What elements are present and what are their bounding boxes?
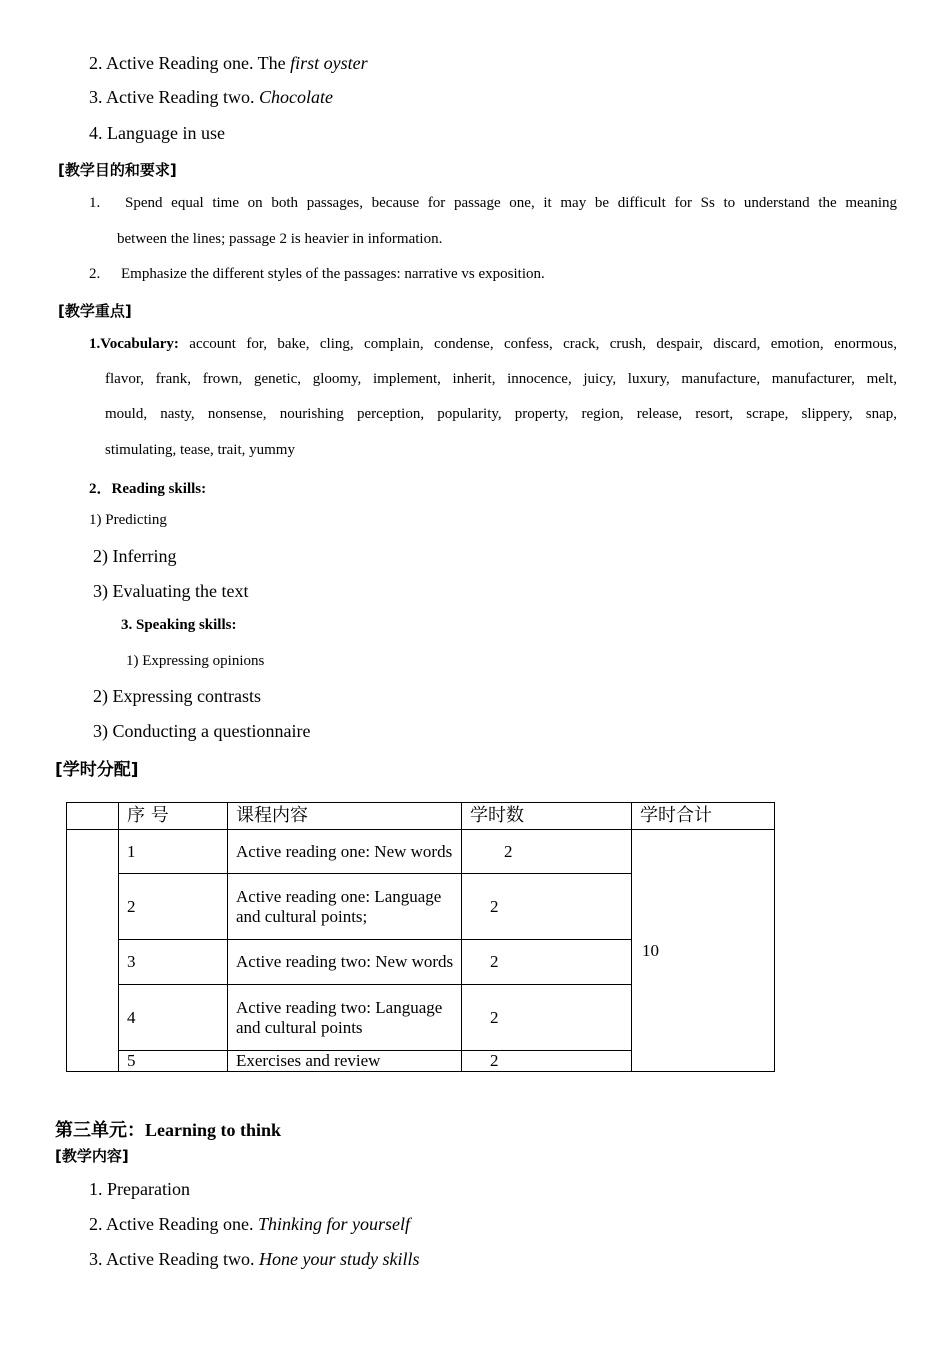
section-heading-content: [教学内容]: [55, 1147, 129, 1165]
vocabulary-line: 1.Vocabulary: account for, bake, cling, complain, condense, confess, crack, crush, despair, discard, emotion, enormous,: [89, 336, 898, 352]
table-cell-hours: 2: [462, 940, 632, 985]
table-header-row: [67, 803, 775, 830]
section-heading-schedule: [学时分配]: [55, 760, 139, 780]
list-item: 3) Evaluating the text: [93, 581, 249, 601]
list-item: 3. Active Reading two. Hone your study skills: [89, 1249, 420, 1269]
vocabulary-line: stimulating, tease, trait, yummy: [105, 442, 295, 458]
table-cell-total: 10: [632, 830, 775, 1072]
list-item: 3) Conducting a questionnaire: [93, 721, 311, 741]
table-cell-content: Active reading one: New words: [228, 830, 462, 874]
vocabulary-line: flavor, frank, frown, genetic, gloomy, implement, inherit, innocence, juicy, luxury, manufacture, manufacturer, melt,: [105, 371, 897, 387]
aim-text-line: Spend equal time on both passages, because for passage one, it may be difficult for Ss to understand the meaning: [125, 195, 897, 211]
vocabulary-line: mould, nasty, nonsense, nourishing perception, popularity, property, region, release, resort, scrape, slippery, snap,: [105, 406, 897, 422]
schedule-table: [66, 802, 775, 1072]
aim-text-line: between the lines; passage 2 is heavier in information.: [117, 231, 443, 247]
list-item: 2) Inferring: [93, 546, 177, 566]
table-cell-blank: [67, 803, 119, 830]
table-cell-content: Active reading one: Language and cultural points;: [228, 874, 462, 940]
unit-title: [55, 1116, 281, 1142]
speaking-skills-label: 3. Speaking skills:: [121, 617, 237, 633]
table-cell-num: 3: [119, 940, 228, 985]
section-heading-focus: [教学重点]: [58, 302, 132, 320]
list-item-number: 2.: [89, 266, 101, 282]
table-cell-content: Active reading two: Language and cultural points: [228, 985, 462, 1051]
list-item: 1. Preparation: [89, 1179, 190, 1199]
column-header: 课程内容: [228, 803, 462, 830]
reading-skills-label: 2．Reading skills:: [89, 481, 207, 497]
table-cell-num: 1: [119, 830, 228, 874]
list-item: 3. Active Reading two. Chocolate: [89, 87, 333, 107]
table-cell-content: Exercises and review: [228, 1051, 462, 1072]
list-item: 2. Active Reading one. The first oyster: [89, 53, 368, 73]
unit-label: 第三单元：: [55, 1120, 145, 1141]
unit-name: Learning to think: [145, 1120, 282, 1140]
table-cell-hours: 2: [462, 985, 632, 1051]
column-header: 学时数: [462, 803, 632, 830]
table-cell-hours: 2: [462, 830, 632, 874]
list-item-number: 1.: [89, 195, 101, 211]
table-cell-num: 5: [119, 1051, 228, 1072]
table-row: [67, 830, 775, 874]
list-item: 4. Language in use: [89, 123, 225, 143]
vocabulary-label: 1.Vocabulary:: [89, 336, 179, 352]
list-item: 1) Predicting: [89, 512, 167, 528]
column-header: 学时合计: [632, 803, 775, 830]
table-cell-content: Active reading two: New words: [228, 940, 462, 985]
table-cell-hours: 2: [462, 1051, 632, 1072]
aim-text-line: Emphasize the different styles of the passages: narrative vs exposition.: [121, 266, 545, 282]
column-header: 序 号: [119, 803, 228, 830]
list-item: 2. Active Reading one. Thinking for yourself: [89, 1214, 410, 1234]
list-item: 1) Expressing opinions: [126, 653, 265, 669]
table-cell-hours: 2: [462, 874, 632, 940]
list-item: 2) Expressing contrasts: [93, 686, 261, 706]
table-cell-blank: [67, 830, 119, 1072]
section-heading-aims: [教学目的和要求]: [58, 161, 177, 179]
table-cell-num: 4: [119, 985, 228, 1051]
table-cell-num: 2: [119, 874, 228, 940]
